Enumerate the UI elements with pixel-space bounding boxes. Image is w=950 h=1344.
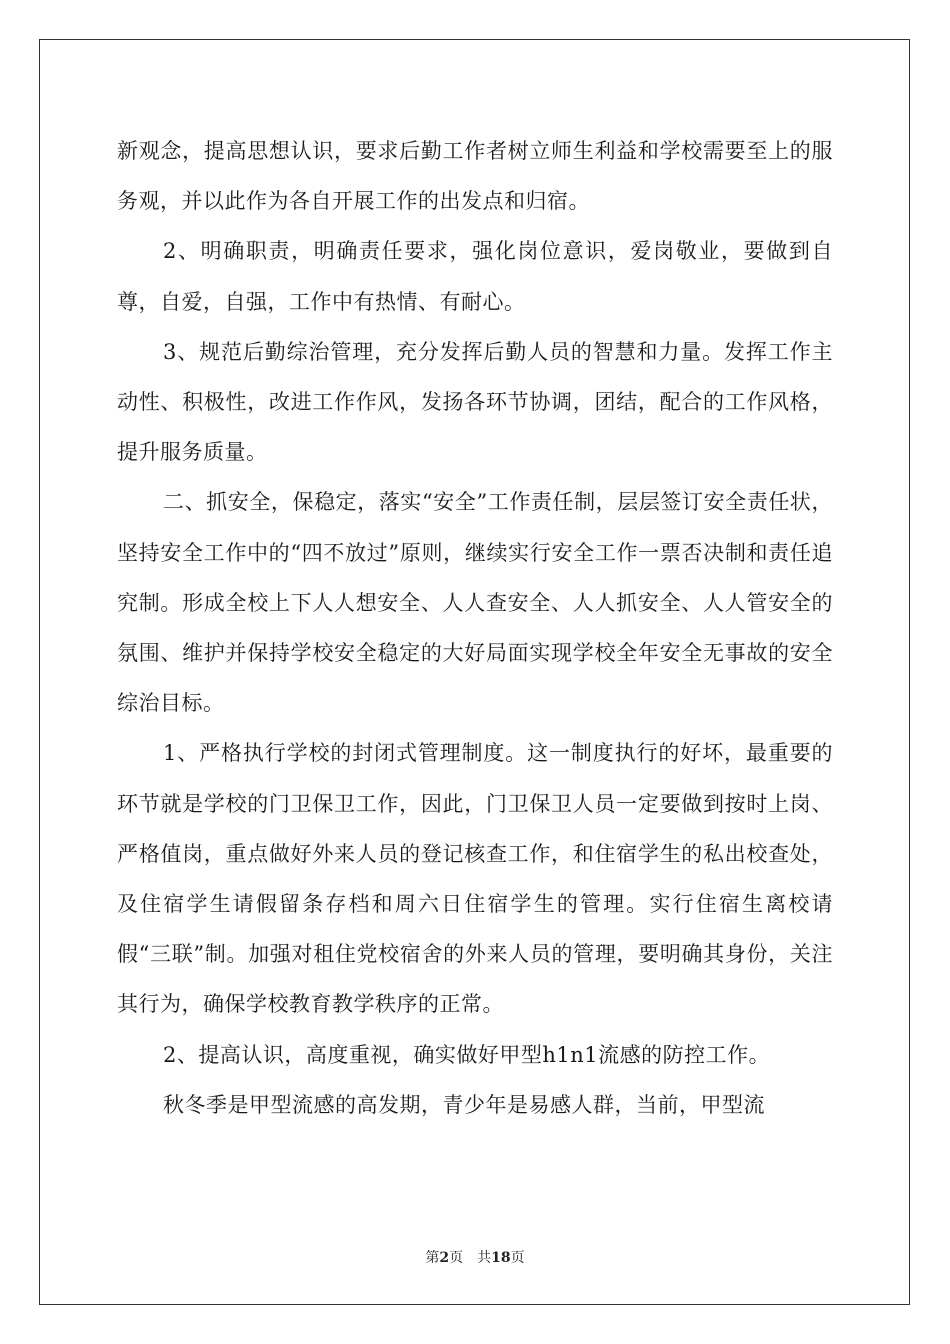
paragraph-5: 1、严格执行学校的封闭式管理制度。这一制度执行的好坏，最重要的环节就是学校的门卫保卫工作，因此，门卫保卫人员一定要做到按时上岗、严格值岗，重点做好外来人员的登记核查工作，和住宿学生的私出校查处，及住宿学生请假留条存档和周六日住宿学生的管理。实行住宿生离校请假“三联”制。加强对租住党校宿舍的外来人员的管理，要明确其身份，关注其行为，确保学校教育教学秩序的正常。 bbox=[117, 741, 833, 1017]
page-label-suffix: 页 bbox=[449, 1250, 464, 1266]
paragraph-7: 秋冬季是甲型流感的高发期，青少年是易感人群，当前，甲型流 bbox=[163, 1092, 765, 1117]
paragraph-6: 2、提高认识，高度重视，确实做好甲型h1n1流感的防控工作。 bbox=[163, 1042, 771, 1067]
paragraph-2: 2、明确职责，明确责任要求，强化岗位意识，爱岗敬业，要做到自尊，自爱，自强，工作中有热情、有耐心。 bbox=[117, 239, 833, 314]
paragraph-3: 3、规范后勤综治管理，充分发挥后勤人员的智慧和力量。发挥工作主动性、积极性，改进工作作风，发扬各环节协调，团结，配合的工作风格，提升服务质量。 bbox=[117, 339, 833, 465]
total-label-prefix: 共 bbox=[477, 1250, 492, 1266]
total-pages: 18 bbox=[491, 1250, 511, 1266]
total-label-suffix: 页 bbox=[510, 1250, 525, 1266]
document-body bbox=[117, 126, 833, 1130]
paragraph-1: 新观念，提高思想认识，要求后勤工作者树立师生利益和学校需要至上的服务观，并以此作为各自开展工作的出发点和归宿。 bbox=[117, 139, 833, 214]
page-footer bbox=[0, 1249, 950, 1267]
paragraph-4: 二、抓安全，保稳定，落实“安全”工作责任制，层层签订安全责任状，坚持安全工作中的“四不放过”原则，继续实行安全工作一票否决制和责任追究制。形成全校上下人人想安全、人人查安全、人人抓安全、人人管安全的氛围、维护并保持学校安全稳定的大好局面实现学校全年安全无事故的安全综治目标。 bbox=[117, 490, 833, 716]
page-number: 2 bbox=[439, 1250, 450, 1266]
page-label-prefix: 第 bbox=[425, 1250, 440, 1266]
